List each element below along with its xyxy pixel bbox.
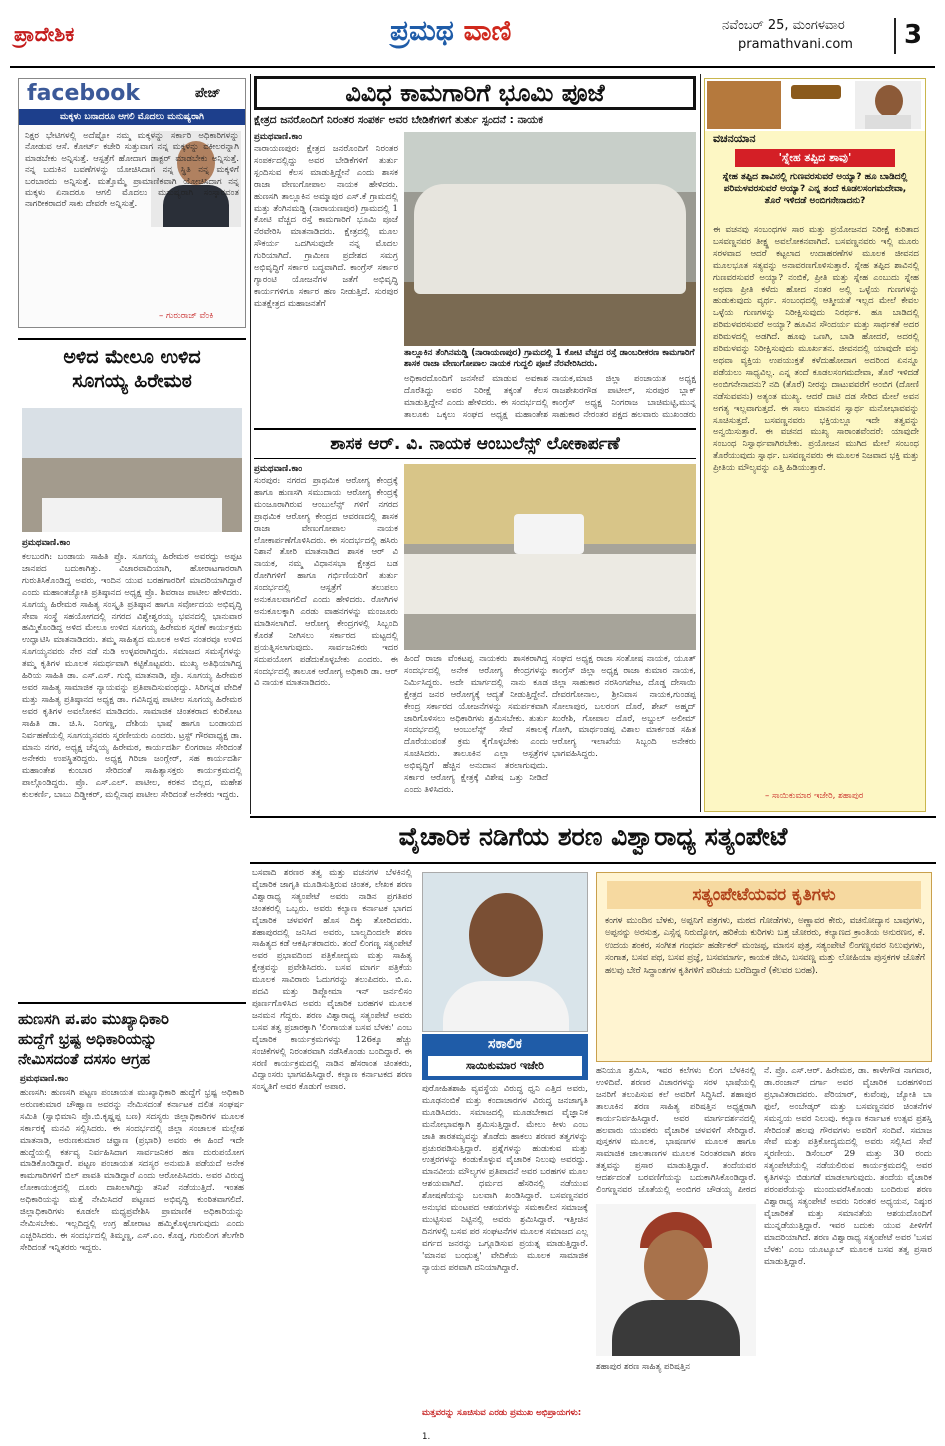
photo-sky xyxy=(404,132,696,192)
headline: ವೈಚಾರಿಕ ನಡಿಗೆಯ ಶರಣ ವಿಶ್ವಾರಾಧ್ಯ ಸತ್ಯಂಪೇಟೆ xyxy=(398,822,788,851)
portrait-head xyxy=(469,893,543,977)
rule xyxy=(254,458,696,459)
logo-word-1: ಪ್ರಮಥ xyxy=(390,14,454,47)
story-column: ಸಂಘದ ಅಧ್ಯಕ್ಷ ರಾಜಾ ಸಂತೋಷ ನಾಯಕ, ಯೂತ್ ಕಾಂಗ್ರೆಸ್ ಜಿಲ್ಲಾ ಅಧ್ಯಕ್ಷ ರಾಜಾ ಕುಮಾರ ನಾಯಕ, ಜಿಲ್ಲಾ ಸಾಹುಕಾರ ನರಸಿಂಗಪೇಟ, ದೊಡ್ಡ ದೇಸಾಯಿ ದೇವರಗೋನಾಲ, ಶ್ರೀನಿವಾಸ ನಾಯಕ,ಗುಂಡಪ್ಪ ಸೋಲಾಪುರ, ಬಲರಂಗ ದೊರೆ, ಶೇಖ್ ಅಹ್ಮದ್ ಖುರೇಶಿ, ಗೋಪಾಲ ದೊರೆ, ಅಬ್ದುಲ್ ಅಲೀಮ್ ಗೋಗಿ, ಮಾರ್ಥಂಡಪ್ಪ ವಿಶಾಲ ಮಾರ್ಕಂಡ ಸಹಿತ ಆರೋಗ್ಯ ಇಲಾಖೆಯ ಸಿಬ್ಬಂದಿ ಅನೇಕರು ಭಾಗವಹಿಸಿದ್ದರು. xyxy=(552,654,696,760)
masthead xyxy=(0,0,945,70)
columnist-photo xyxy=(855,81,921,129)
columnist-head xyxy=(875,85,903,117)
photo-caption: ತಾಲ್ಲೂಕಿನ ತೆಂಗಿನಮಡ್ಡಿ (ನಾರಾಯಣಪುರ) ಗ್ರಾಮದಲ್ಲಿ 1 ಕೋಟಿ ವೆಚ್ಚದ ರಸ್ತೆ ಡಾಂಬರೀಕರಣ ಕಾಮಗಾರಿಗೆ ಶಾಸಕ ರಾಜಾ ವೇಣುಗೋಪಾಲ ನಾಯಕ ಗುದ್ದಲಿ ಪೂಜೆ ನೆರವೇರಿಸಿದರು. xyxy=(404,348,695,369)
columnist-body xyxy=(865,115,911,129)
date-divider xyxy=(894,18,896,54)
rule xyxy=(250,816,936,818)
story-column: ನಾಯಕ,ಮಾಜಿ ಜಿಲ್ಲಾ ಪಂಚಾಯತ ಅಧ್ಯಕ್ಷ ರಾಜಶೇಖರಗೌಡ ಪಾಟೀಲ್, ಸುರಪುರ ಬ್ಲಾಕ್ ಕಾಂಗ್ರೆಸ್ ಅಧ್ಯಕ್ಷ ನಿಂಗರಾಜ ಬಾಚಿಮಟ್ಟಿ,ಮುನ್ನ ಸಾಹುಕಾರ ನೇರಂತರ ಪಕ್ಷದ ಹಲವಾರು ಮುಖಂಡರು xyxy=(552,374,696,420)
column-rule xyxy=(250,74,251,814)
headline: ವಿವಿಧ ಕಾಮಗಾರಿಗೆ ಭೂಮಿ ಪೂಜೆ xyxy=(254,76,696,110)
event-photo xyxy=(22,408,242,532)
newspaper-logo xyxy=(390,14,511,48)
feature-tail-title: ಮತ್ತವರನ್ನು ಸೂಚಿಸುವ ಎರಡು ಪ್ರಮುಖ ಅಭಿಪ್ರಾಯಗಳು: xyxy=(422,1408,582,1418)
vaicharika-feature xyxy=(250,816,936,1444)
portrait-body xyxy=(443,981,569,1032)
facebook-post: ನಿಕ್ಷರ ಭೇಟಿಗಳಲ್ಲಿ ಅದೆಷ್ಟೋ ನಮ್ಮ ಮಕ್ಕಳನ್ನು ಸರ್ಕಾರಿ ಅಧಿಕಾರಿಗಳನ್ನು ನೋಡುವ ಆಸೆ. ಕೋರ್ಟ್ ಕಚೇರಿ ಸುತ್ತುವಾಗ ನನ್ನ ಮಕ್ಕಳನ್ನು ವಕೀಲರನ್ನಾಗಿ ಮಾಡಬೇಕು ಅನ್ನಿಸುತ್ತೆ. ಆಸ್ಪತ್ರೆಗೆ ಹೋದಾಗ ಡಾಕ್ಟರ್ ಮಾಡಬೇಕು ಅನ್ನಿಸುತ್ತೆ. ನನ್ನ ಬದುಕಿನ ಬವಣೆಗಳನ್ನು ಯೋಚಿಸಿದಾಗ ನನ್ನ ಸ್ಥಿತಿ ನನ್ನ ಮಕ್ಕಳಿಗೆ ಬರಬಾರದು ಅನ್ನಿಸುತ್ತೆ. ಮತ್ತೊಮ್ಮೆ ಪ್ರಾಮಾಣಿಕವಾಗಿ ಯೋಚಿಸಿದಾಗ ನನ್ನ ಮಕ್ಕಳು ಏನಾದರೂ ಆಗಲಿ ಮೊದಲು ಮನುಷ್ಯರಾಗಿ ಸಂಸ್ಕಾರವಂತ ನಾಗರೀಕರಾದರೆ ಸಾಕು ದೇವರೇ ಅನ್ನಿಸುತ್ತೆ. xyxy=(25,131,239,210)
melu-story xyxy=(18,338,246,998)
feature-portrait xyxy=(422,872,588,1032)
photo-table xyxy=(42,498,222,532)
photo-crowd xyxy=(414,184,686,294)
feature-column: ಹನಿಯೂ ಶ್ರಮಿಸಿ, ಇವರ ಕಲೆಗಳು ಲಿಂಗ ಬೆಳಕಿನಲ್ಲಿ ಉಳಿದಿವೆ. ಶರಣರ ವಿಚಾರಗಳನ್ನು ಸರಳ ಭಾಷೆಯಲ್ಲಿ ಜನರಿಗೆ ತಲುಪಿಸುವ ಕಲೆ ಅವರಿಗೆ ಸಿದ್ಧಿಸಿದೆ. ಶಹಾಪುರ ತಾಲೂಕಿನ ಶರಣ ಸಾಹಿತ್ಯ ಪರಿಷತ್ತಿನ ಅಧ್ಯಕ್ಷರಾಗಿ ಕಾರ್ಯನಿರ್ವಹಿಸಿದ್ದಾರೆ. ಅವರ ಮಾರ್ಗದರ್ಶನದಲ್ಲಿ ಹಲವಾರು ಯುವಕರು ವೈಚಾರಿಕ ಚಳವಳಿಗೆ ಸೇರಿದ್ದಾರೆ. ಪುಸ್ತಕಗಳ ಮೂಲಕ, ಭಾಷಣಗಳ ಮೂಲಕ ಹಾಗೂ ಸಾಮಾಜಿಕ ಜಾಲತಾಣಗಳ ಮೂಲಕ ನಿರಂತರವಾಗಿ ಶರಣ ತತ್ವವನ್ನು ಪ್ರಸಾರ ಮಾಡುತ್ತಿದ್ದಾರೆ. ತಂದೆಯವರ ಆದರ್ಶದಂತೆ ಬರವಣಿಗೆಯನ್ನು ಬದುಕಾಗಿಸಿಕೊಂಡಿದ್ದಾರೆ. ಲಿಂಗಣ್ಣನವರ ಜೊತೆಯಲ್ಲಿ ಅಂಬಿಗರ ಚೌಡಯ್ಯ ಪೀಠದ xyxy=(596,1066,756,1196)
facebook-signature: – ಗುರುರಾಜ್ ವೆಂಕಿ xyxy=(159,311,214,321)
story-body: ಹುಣಸಗಿ: ಹುಣಸಗಿ ಪಟ್ಟಣ ಪಂಚಾಯತ ಮುಖ್ಯಾಧಿಕಾರಿ ಹುದ್ದೆಗೆ ಭ್ರಷ್ಟ ಅಧಿಕಾರಿ ಅರುಣಕುಮಾರ ಚೌಹ್ವಾಣ ಅವರನ್ನು ನೇಮಿಸದಂತೆ ಕರ್ನಾಟಕ ದಲಿತ ಸಂಘರ್ಷ ಸಮಿತಿ (ಸ್ವಾಭಿಮಾನಿ ಪ್ರೊ.ಬಿ.ಕೃಷ್ಣಪ್ಪ ಬಣ) ಸದಸ್ಯರು ಜಿಲ್ಲಾಧಿಕಾರಿಗಳ ಮೂಲಕ ಸರ್ಕಾರಕ್ಕೆ ಮನವಿ ಸಲ್ಲಿಸಿದರು. ಈ ಸಂದರ್ಭದಲ್ಲಿ ಜಿಲ್ಲಾ ಸಂಚಾಲಕ ಮಲ್ಲೇಶ ಮಾತನಾಡಿ, ಅರುಣಕುಮಾರ ಚವ್ಹಾಣ (ಪ್ರಭಾರಿ) ಅವರು ಈ ಹಿಂದೆ ಇದೇ ಹುದ್ದೆಯಲ್ಲಿ ಕರ್ತವ್ಯ ನಿರ್ವಹಿಸಿದಾಗ ಸಾರ್ವಜನಿಕರ ಹಣ ದುರುಪಯೋಗ ಮಾಡಿಕೊಂಡಿದ್ದಾರೆ. ಪಟ್ಟಣ ಪಂಚಾಯತ ಸದಸ್ಯರ ಅನುಮತಿ ಪಡೆಯದೆ ಅನೇಕ ಕಾಮಗಾರಿಗಳಿಗೆ ಬಿಲ್ ಪಾವತಿ ಮಾಡಿದ್ದಾರೆ ಎಂದು ಆರೋಪಿಸಿದರು. ಅವರ ವಿರುದ್ಧ ಲೋಕಾಯುಕ್ತದಲ್ಲಿ ದೂರು ದಾಖಲಾಗಿದ್ದು ತನಿಖೆ ನಡೆಯುತ್ತಿದೆ. ಇಂತಹ ಅಧಿಕಾರಿಯನ್ನು ಮತ್ತೆ ನೇಮಿಸಿದರೆ ಪಟ್ಟಣದ ಅಭಿವೃದ್ಧಿ ಕುಂಠಿತವಾಗಲಿದೆ. ಜಿಲ್ಲಾಧಿಕಾರಿಗಳು ಕೂಡಲೇ ಮಧ್ಯಪ್ರವೇಶಿಸಿ ಪ್ರಾಮಾಣಿಕ ಅಧಿಕಾರಿಯನ್ನು ನೇಮಿಸಬೇಕು. ಇಲ್ಲದಿದ್ದಲ್ಲಿ ಉಗ್ರ ಹೋರಾಟ ಹಮ್ಮಿಕೊಳ್ಳಲಾಗುವುದು ಎಂದು ಎಚ್ಚರಿಸಿದರು. ಈ ಸಂದರ್ಭದಲ್ಲಿ ತಿಮ್ಮಣ್ಣ, ಎಸ್.ಎಂ. ಕೊಡ್ಡ, ಗುರುಲಿಂಗ ತೆಲಗೇರಿ ಸೇರಿದಂತೆ ಇನ್ನಿತರರು ಇದ್ದರು. xyxy=(20,1088,244,1253)
kruti-box xyxy=(596,872,932,1062)
bhoomi-pooja-story xyxy=(254,74,696,424)
feature-tail-number: 1. xyxy=(422,1432,431,1442)
rule xyxy=(18,1002,246,1004)
feature-column: ನೆ. ಪ್ರೊ. ಎಸ್.ಆರ್. ಹಿರೇಮಠ, ಡಾ. ಕಾಳೇಗೌಡ ನಾಗವಾರ, ಡಾ.ರಂಜಾನ್ ದರ್ಗಾ ಅವರ ವೈಚಾರಿಕ ಬರಹಗಳಿಂದ ಪ್ರಭಾವಿತರಾದವರು. ಪೆರಿಯಾರ್, ಕುವೆಂಪು, ಜ್ಯೋತಿ ಬಾ ಫುಲೆ, ಅಂಬೇಡ್ಕರ್ ಮತ್ತು ಬಸವಣ್ಣನವರ ಚಿಂತನೆಗಳ ಸಮನ್ವಯ ಅವರ ನಿಲುವು. ಕಲ್ಯಾಣ ಕರ್ನಾಟಕ ಉತ್ಸವ ಪ್ರಶಸ್ತಿ ಸೇರಿದಂತೆ ಹಲವು ಗೌರವಗಳು ಅವರಿಗೆ ಸಂದಿವೆ. ಸಮಾಜ ಸೇವೆ ಮತ್ತು ಪತ್ರಿಕೋದ್ಯಮದಲ್ಲಿ ಅವರು ಸಲ್ಲಿಸಿದ ಸೇವೆ ಸ್ಮರಣೀಯ. ಡಿಸೆಂಬರ್ 29 ಮತ್ತು 30 ರಂದು ಸತ್ಯಂಪೇಟೆಯಲ್ಲಿ ನಡೆಯಲಿರುವ ಕಾರ್ಯಕ್ರಮದಲ್ಲಿ ಅವರ ಕೃತಿಗಳನ್ನು ಬಿಡುಗಡೆ ಮಾಡಲಾಗುವುದು. ತಂದೆಯ ವೈಚಾರಿಕ ಪರಂಪರೆಯನ್ನು ಮುಂದುವರೆಸಿಕೊಂಡು ಬಂದಿರುವ ಶರಣ ವಿಶ್ವಾರಾಧ್ಯ ಸತ್ಯಂಪೇಟೆ ಅವರು ನಿರಂತರ ಅಧ್ಯಯನ, ನಿಷ್ಠುರ ವೈಚಾರಿಕತೆ ಮತ್ತು ಸಮಾನತೆಯ ಆಶಯದೊಂದಿಗೆ ಮುನ್ನಡೆಯುತ್ತಿದ್ದಾರೆ. ಇವರ ಬದುಕು ಯುವ ಪೀಳಿಗೆಗೆ ಮಾದರಿಯಾಗಿದೆ. ಶರಣ ವಿಶ್ವಾರಾಧ್ಯ ಸತ್ಯಂಪೇಟೆ ಅವರ 'ಬಸವ ಬೆಳಕು' ಎಂಬ ಯೂಟ್ಯೂಬ್ ಮೂಲಕ ಬಸವ ತತ್ವ ಪ್ರಸಾರ ಮಾಡುತ್ತಿದ್ದಾರೆ. xyxy=(764,1066,932,1267)
feature-column: ಪುರೋಹಿತಶಾಹಿ ವ್ಯವಸ್ಥೆಯ ವಿರುದ್ಧ ಧ್ವನಿ ಎತ್ತಿದ ಅವರು, ಮೂಢನಂಬಿಕೆ ಮತ್ತು ಕಂದಾಚಾರಗಳ ವಿರುದ್ಧ ಜನಜಾಗೃತಿ ಮೂಡಿಸಿದರು. ಸಮಾಜದಲ್ಲಿ ಮೂಡಬೇಕಾದ ವೈಜ್ಞಾನಿಕ ಮನೋಭಾವಕ್ಕಾಗಿ ಶ್ರಮಿಸುತ್ತಿದ್ದಾರೆ. ಮೇಲು ಕೀಳು ಎಂಬ ಜಾತಿ ತಾರತಮ್ಯವನ್ನು ತೊಡೆದು ಹಾಕಲು ಶರಣರ ತತ್ವಗಳನ್ನು ಪ್ರಚುರಪಡಿಸುತ್ತಿದ್ದಾರೆ. ಪ್ರಶ್ನೆಗಳನ್ನು ಹುಡುಕುವ ಮತ್ತು ಉತ್ತರಗಳನ್ನು ಕಂಡುಕೊಳ್ಳುವ ವೈಚಾರಿಕ ನಿಲುವು ಅವರದ್ದು. ಮಾನವೀಯ ಮೌಲ್ಯಗಳ ಪ್ರತಿಪಾದನೆ ಅವರ ಬರಹಗಳ ಮೂಲ ಆಶಯವಾಗಿದೆ. ಧರ್ಮದ ಹೆಸರಿನಲ್ಲಿ ನಡೆಯುವ ಶೋಷಣೆಯನ್ನು ಬಲವಾಗಿ ಖಂಡಿಸಿದ್ದಾರೆ. ಬಸವಣ್ಣನವರ ಅನುಭವ ಮಂಟಪದ ಆಶಯಗಳನ್ನು ಸಮಕಾಲೀನ ಸಮಾಜಕ್ಕೆ ಮುಟ್ಟಿಸುವ ನಿಟ್ಟಿನಲ್ಲಿ ಅವರು ಶ್ರಮಿಸಿದ್ದಾರೆ. ಇತ್ತೀಚಿನ ದಿನಗಳಲ್ಲಿ ಬಸವ ಪರ ಸಂಘಟನೆಗಳ ಮೂಲಕ ಸಮಾಜದ ಎಲ್ಲ ವರ್ಗದ ಜನರನ್ನು ಒಗ್ಗೂಡಿಸುವ ಪ್ರಯತ್ನ ಮಾಡುತ್ತಿದ್ದಾರೆ. 'ಮಾನವ ಬಂಧುತ್ವ' ವೇದಿಕೆಯ ಮೂಲಕ ಸಾಮಾಜಿಕ ನ್ಯಾಯದ ಪರವಾಗಿ ದನಿಯಾಗಿದ್ದಾರೆ. xyxy=(422,1084,588,1273)
logo-word-2: ವಾಣಿ xyxy=(463,14,512,47)
byline: ಪ್ರಮಥವಾಣಿ.ಕಾಂ xyxy=(22,538,71,548)
facebook-header xyxy=(19,79,245,109)
sakalika-author: ಸಾಯಿಕುಮಾರ ಇಜೇರಿ xyxy=(428,1056,582,1076)
portrait-coat xyxy=(612,1300,740,1356)
facebook-page-tag: ಪೇಜ್ xyxy=(195,86,221,101)
vachana-banner: ವಚನಯಾನ xyxy=(713,132,756,145)
photo-crowd xyxy=(404,554,696,614)
vachana-sign xyxy=(791,85,841,99)
vachana-verse: ಸ್ನೇಹ ತಪ್ಪಿದ ಶಾವಿನಲ್ಲಿ ಗುಣವರಸುವರೆ ಅಯ್ಯಾ? ಹೂ ಬಾಡಿದಲ್ಲಿ ಪರಿಮಳವರಸುವರೆ ಅಯ್ಯಾ? ಎನ್ನ ತಂದೆ ಕೂಡಲಸಂಗಮದೇವಾ, ತೊರೆ ಇಳಿದಡೆ ಅಂಬಿಗನೇನಾದನು? xyxy=(722,172,908,206)
section-label: ಪ್ರಾದೇಶಿಕ xyxy=(14,22,75,46)
ambulance-story xyxy=(254,428,696,812)
story-photo xyxy=(404,132,696,346)
facebook-box xyxy=(18,78,246,328)
headline-line: ಹುಣಸಗಿ ಪ.ಪಂ ಮುಖ್ಯಾಧಿಕಾರಿ xyxy=(18,1010,169,1028)
masthead-rule xyxy=(10,66,935,68)
rule xyxy=(254,428,696,430)
feature-column: ಶಹಾಪುರ ಶರಣ ಸಾಹಿತ್ಯ ಪರಿಷತ್ತಿನ xyxy=(596,1362,690,1372)
feature-column: ಬಸವಾದಿ ಶರಣರ ತತ್ವ ಮತ್ತು ವಚನಗಳ ಬೆಳಕಿನಲ್ಲಿ ವೈಚಾರಿಕ ಜಾಗೃತಿ ಮೂಡಿಸುತ್ತಿರುವ ಚಿಂತಕ, ಲೇಖಕ ಶರಣ ವಿಶ್ವಾರಾಧ್ಯ ಸತ್ಯಂಪೇಟೆ ಅವರು ನಾಡಿನ ಪ್ರಗತಿಪರ ಚಿಂತಕರಲ್ಲಿ ಒಬ್ಬರು. ಅವರು ಕಲ್ಯಾಣ ಕರ್ನಾಟಕ ಭಾಗದ ವೈಚಾರಿಕ ಚಳವಳಿಗೆ ಹೊಸ ದಿಕ್ಕು ತೋರಿದವರು. ಶಹಾಪುರದಲ್ಲಿ ಜನಿಸಿದ ಅವರು, ಬಾಲ್ಯದಿಂದಲೇ ಶರಣ ಸಾಹಿತ್ಯದ ಕಡೆ ಆಕರ್ಷಿತರಾದರು. ತಂದೆ ಲಿಂಗಣ್ಣ ಸತ್ಯಂಪೇಟೆ ಅವರ ಪ್ರಭಾವದಿಂದ ಪತ್ರಿಕೋದ್ಯಮ ಮತ್ತು ಸಾಹಿತ್ಯ ಕ್ಷೇತ್ರವನ್ನು ಪ್ರವೇಶಿಸಿದರು. ಬಸವ ಮಾರ್ಗ ಪತ್ರಿಕೆಯ ಮೂಲಕ ಸಾವಿರಾರು ಓದುಗರನ್ನು ತಲುಪಿದರು. ಬಿ.ಎ. ಪದವಿ ಮತ್ತು ಡಿಪ್ಲೋಮಾ ಇನ್ ಜರ್ನಲಿಸಂ ಪೂರ್ಣಗೊಳಿಸಿದ ಅವರು ವೈಚಾರಿಕ ಬರಹಗಳ ಮೂಲಕ ಜನಮನ ಗೆದ್ದರು. ಶರಣ ವಿಶ್ವಾರಾಧ್ಯ ಸತ್ಯಂಪೇಟೆ ಅವರು ಬಸವ ತತ್ವ ಪ್ರಚಾರಕ್ಕಾಗಿ 'ಲಿಂಗಾಯತ ಬಸವ ಬೆಳಕು' ಎಂಬ ವೈಚಾರಿಕ ಕಾರ್ಯಕ್ರಮಗಳನ್ನು 126ಕ್ಕೂ ಹೆಚ್ಚು ಸಂಚಿಕೆಗಳಲ್ಲಿ ನಿರಂತರವಾಗಿ ನಡೆಸಿಕೊಂಡು ಬಂದಿದ್ದಾರೆ. ಈ ಸರಣಿ ಕಾರ್ಯಕ್ರಮದಲ್ಲಿ ನಾಡಿನ ಹೆಸರಾಂತ ಚಿಂತಕರು, ವಿದ್ವಾಂಸರು ಭಾಗವಹಿಸಿದ್ದಾರೆ. ಕಲ್ಯಾಣ ಕರ್ನಾಟಕದ ಶರಣ ಸಂಸ್ಕೃತಿಗೆ ಅವರ ಕೊಡುಗೆ ಅಪಾರ. xyxy=(252,868,412,1093)
portrait-face xyxy=(644,1230,708,1302)
sakalika-label: ಸಕಾಲಿಕ xyxy=(488,1036,522,1052)
author-portrait xyxy=(596,1204,756,1356)
story-column: ಹಿಂದೆ ರಾಜಾ ವೆಂಕಟಪ್ಪ ನಾಯಕರು ಶಾಸಕರಾಗಿದ್ದ ಸಂದರ್ಭದಲ್ಲಿ ಅನೇಕ ಆರೋಗ್ಯ ಕೇಂದ್ರಗಳನ್ನು ನಿರ್ಮಿಸಿದ್ದರು. ಅದೇ ಮಾರ್ಗದಲ್ಲಿ ನಾನು ಕೂಡ ಕ್ಷೇತ್ರದ ಜನರ ಆರೋಗ್ಯಕ್ಕೆ ಆದ್ಯತೆ ನೀಡುತ್ತಿದ್ದೇನೆ. ಕೇಂದ್ರ ಸರ್ಕಾರದ ಯೋಜನೆಗಳನ್ನು ಸಮರ್ಪಕವಾಗಿ ಜಾರಿಗೊಳಿಸಲು ಅಧಿಕಾರಿಗಳು ಶ್ರಮಿಸಬೇಕು. ತುರ್ತು ಸಂದರ್ಭದಲ್ಲಿ ಆಂಬುಲೆನ್ಸ್ ಸೇವೆ ಸಕಾಲಕ್ಕೆ ದೊರೆಯುವಂತೆ ಕ್ರಮ ಕೈಗೊಳ್ಳಬೇಕು ಎಂದು ಸೂಚಿಸಿದರು. ತಾಲೂಕಿನ ಎಲ್ಲಾ ಆಸ್ಪತ್ರೆಗಳ ಅಭಿವೃದ್ಧಿಗೆ ಹೆಚ್ಚಿನ ಅನುದಾನ ತರಲಾಗುವುದು. ಸರ್ಕಾರ ಆರೋಗ್ಯ ಕ್ಷೇತ್ರಕ್ಕೆ ವಿಶೇಷ ಒತ್ತು ನೀಡಿದೆ ಎಂದು ತಿಳಿಸಿದರು. xyxy=(404,654,548,795)
website: pramathvani.com xyxy=(738,37,853,52)
page-number: 3 xyxy=(904,20,923,50)
byline: ಪ್ರಮಥವಾಣಿ.ಕಾಂ xyxy=(254,464,303,474)
vachana-box xyxy=(704,78,926,812)
facebook-subtitle: ಮಕ್ಕಳು ಬನಾದರೂ ಆಗಲಿ ಮೊದಲು ಮನುಷ್ಯರಾಗಿ xyxy=(19,109,245,125)
photo-backdrop xyxy=(22,408,242,458)
vachana-body: ಈ ವಚನವು ಸಂಬಂಧಗಳ ಸಾರ ಮತ್ತು ಪ್ರಯೋಜನದ ನಿರೀಕ್ಷೆ ಕುರಿತಾದ ಬಸವಣ್ಣನವರ ತೀಕ್ಷ್ಣ ಅವಲೋಕನವಾಗಿದೆ. ಬಸವಣ್ಣನವರು ಇಲ್ಲಿ ಮೂರು ಸರಳವಾದ ಆದರೆ ಕಟ್ಟಲಾದ ಉದಾಹರಣೆಗಳ ಮೂಲಕ ಜೀವನದ ಮೂಲಭೂತ ಸತ್ಯವನ್ನು ಅನಾವರಣಗೊಳಿಸುತ್ತಾರೆ. ಸ್ನೇಹ ತಪ್ಪಿದ ಶಾವಿನಲ್ಲಿ ಗುಣವರಸುವರೆ ಅಯ್ಯಾ? ನಂಬಿಕೆ, ಪ್ರೀತಿ ಮತ್ತು ಸ್ನೇಹ ಎಂಬುದು ಸ್ನೇಹ ಅಥವಾ ಪ್ರೀತಿ ಕಳೆದು ಹೋದ ನಂತರ ಅಲ್ಲಿ ಒಳ್ಳೆಯ ಗುಣಗಳನ್ನು ಹುಡುಕುವುದು ವ್ಯರ್ಥ. ಸಂಬಂಧದಲ್ಲಿ ಆತ್ಮೀಯತೆ ಇಲ್ಲದ ಮೇಲೆ ಕೇವಲ ಒಳ್ಳೆಯ ಗುಣಗಳನ್ನು ನಿರೀಕ್ಷಿಸುವುದು ನಿರರ್ಥಕ. ಹೂ ಬಾಡಿದಲ್ಲಿ ಪರಿಮಳವರಸುವರೆ ಅಯ್ಯಾ? ಹೂವಿನ ಸೌಂದರ್ಯ ಮತ್ತು ಸಾರ್ಥಕತೆ ಅದರ ಪರಿಮಳದಲ್ಲಿ ಅಡಗಿದೆ. ಹೂವು ಒಣಗಿ, ಬಾಡಿ ಹೋದರೆ, ಅದರಲ್ಲಿ ಪರಿಮಳವನ್ನು ನಿರೀಕ್ಷಿಸುವುದು ಮೂರ್ಖತನ. ಜೀವನದಲ್ಲಿ ಯಾವುದೇ ವಸ್ತು ಅಥವಾ ವ್ಯಕ್ತಿಯ ಉಪಯುಕ್ತತೆ ಕಳೆದುಹೋದಾಗ ಅದರಿಂದ ಏನನ್ನೂ ಪಡೆಯಲು ಸಾಧ್ಯವಿಲ್ಲ. ಎನ್ನ ತಂದೆ ಕೂಡಲಸಂಗಮದೇವಾ, ತೊರೆ ಇಳಿದಡೆ ಅಂಬಿಗನೇನಾದನು? ನದಿ (ತೊರೆ) ನೀರನ್ನು ದಾಟುವವರೆಗೆ ಅಂಬಿಗ (ದೋಣಿ ನಡೆಸುವವನು) ಅತ್ಯಂತ ಮುಖ್ಯ. ಆದರೆ ದಾಟಿ ದಡ ಸೇರಿದ ಮೇಲೆ ಅವನ ಅಗತ್ಯ ಇಲ್ಲವಾಗುತ್ತದೆ. ಈ ಸಾಲು ಮಾನವನ ಸ್ವಾರ್ಥ ಮನೋಭಾವವನ್ನು ಸೂಚಿಸುತ್ತದೆ. ಬಸವಣ್ಣನವರು ಭಕ್ತಿಯಲ್ಲೂ ಇದೇ ತತ್ವವನ್ನು ಅನ್ವಯಿಸುತ್ತಾರೆ. ಈ ವಚನದ ಮುಖ್ಯ ಸಾರಾಂಶವೆಂದರೆ: ಯಾವುದೇ ಸಂಬಂಧ ನಿಸ್ವಾರ್ಥವಾಗಿರಬೇಕು. ಪ್ರಯೋಜನ ಮುಗಿದ ಮೇಲೆ ಸಂಬಂಧ ತೊರೆಯುವುದು ಸ್ವಾರ್ಥ. ಬಸವಣ್ಣನವರು ಈ ಮೂಲಕ ನಿಜವಾದ ಭಕ್ತಿ ಮತ್ತು ಪ್ರೀತಿಯ ಮೌಲ್ಯವನ್ನು ಎತ್ತಿ ಹಿಡಿಯುತ್ತಾರೆ. xyxy=(713,225,919,474)
vachana-header xyxy=(705,79,925,131)
vachana-signature: – ಸಾಯಿಕುಮಾರ ಇಜೇರಿ, ಶಹಾಪುರ xyxy=(765,791,864,801)
kruti-list: ಕಂಗಳ ಮುಂದಿನ ಬೆಳಕು, ಅಪ್ಪನಿಗೆ ಪತ್ರಗಳು, ಮಠದ ಗೋಡೆಗಳು, ಅಣ್ಣಾವರ ಕೇರು, ವಚನೋದ್ಯಾನ ಬಾವುಗಳು, ಅಪ್ಪನನ್ನು ಅರಸುತ್ತ, ಎಸ್ಸೆನ್ನ ನಿರುದ್ಯೋಗ, ಹರಿಕೆಯ ಕುರಿಗಳು ಬತ್ತ ಚೋರರು, ಕಲ್ಯಾಣದ ಕ್ರಾಂತಿಯ ಅನುರಣನ, ಕೆ. ಉದಯ ಶಂಕರ, ಸಂಗೀತ ಗಂಧರ್ವ ಹರ್ಡೇಕರ್ ಮಂಜಪ್ಪ, ಮಾನಸ ಪುತ್ರ, ಸತ್ಯಂಪೇಟೆ ಲಿಂಗಣ್ಣನವರ ನಿಲುವುಗಳು, ಸಂಗಾತ, ಬಸವ ಪಥ, ಬಸವ ಪ್ರಜ್ಞೆ, ಬಸವಮಾರ್ಗ, ಕಾಯಕ ಜೀವಿ, ಬಸವಣ್ಣ ಮತ್ತು ಲೋಹಿಯಾ ಪುಸ್ತಕಗಳ ಜೊತೆಗೆ ಹಲವು ಬೇರೆ ಸಿದ್ಧಾಂತಗಳ ಕೃತಿಗಳಿಗೆ ಪರಿಚಯ ಬರೆದಿದ್ದಾರೆ (ಕೆಲವರ ಬರಹ). xyxy=(605,916,925,976)
subhead: ಕ್ಷೇತ್ರದ ಜನರೊಂದಿಗೆ ನಿರಂತರ ಸಂಪರ್ಕ ಅವರ ಬೇಡಿಕೆಗಳಿಗೆ ತುರ್ತು ಸ್ಪಂದನೆ : ನಾಯಕ xyxy=(254,114,544,126)
column-rule xyxy=(700,74,701,812)
issue-date: ನವೆಂಬರ್ 25, ಮಂಗಳವಾರ xyxy=(722,18,845,33)
headline: ಶಾಸಕ ಆರ್. ವಿ. ನಾಯಕ ಆಂಬುಲೆನ್ಸ್ ಲೋಕಾರ್ಪಣೆ xyxy=(330,434,620,454)
story-body: ಕಲಬುರಗಿ: ಬಂಡಾಯ ಸಾಹಿತಿ ಪ್ರೊ. ಸೂಗಯ್ಯ ಹಿರೇಮಠ ಅವರದ್ದು ಅಪ್ಪಟ ಜಾನಪದ ಬದುಕಾಗಿತ್ತು. ವಿಚಾರವಾದಿಯಾಗಿ, ಹೋರಾಟಗಾರರಾಗಿ ಗುರುತಿಸಿಕೊಂಡಿದ್ದ ಅವರು, ಇಂದಿನ ಯುವ ಬರಹಗಾರರಿಗೆ ಮಾದರಿಯಾಗಿದ್ದಾರೆ ಎಂದು ಮಹಾಂತಜ್ಯೋತಿ ಪ್ರತಿಷ್ಠಾನದ ಅಧ್ಯಕ್ಷ ಪ್ರೊ. ಶಿವರಾಜ ಪಾಟೀಲ ಹೇಳಿದರು. ಸೂಗಯ್ಯ ಹಿರೇಮಠ ಸಾಹಿತ್ಯ ಸಂಸ್ಕೃತಿ ಪ್ರತಿಷ್ಠಾನ ಹಾಗೂ ಸರ್ವೋದಯ ಅಭಿವೃದ್ಧಿ ಸೇವಾ ಸಂಸ್ಥೆ ಸಹಯೋಗದಲ್ಲಿ ನಗರದ ವಿಶ್ವೇಶ್ವರಯ್ಯ ಭವನದಲ್ಲಿ ಭಾನುವಾರ ಹಮ್ಮಿಕೊಂಡಿದ್ದ ಅಳಿದ ಮೇಲೂ ಉಳಿದ ಸೂಗಯ್ಯ ಹಿರೇಮಠ ಸ್ಮರಣೆ ಕಾರ್ಯಕ್ರಮ ಉದ್ಘಾಟಿಸಿ ಮಾತನಾಡಿದರು. ತಮ್ಮ ಸಾಹಿತ್ಯದ ಮೂಲಕ ಅಳಿದ ನಂತರವೂ ಉಳಿದ ಸೂಗಯ್ಯನವರು ನೇರ ನಡೆ ನುಡಿ ಉಳ್ಳವರಾಗಿದ್ದರು. ಸಮಾಜದ ಸಮಸ್ಯೆಗಳನ್ನು ತಮ್ಮ ಕೃತಿಗಳ ಮೂಲಕ ಸಮರ್ಥವಾಗಿ ಕಟ್ಟಿಕೊಟ್ಟವರು. ಮುಖ್ಯ ಅತಿಥಿಯಾಗಿದ್ದ ಹಿರಿಯ ಸಾಹಿತಿ ಡಾ. ಎಸ್.ಎಸ್. ಗುಬ್ಬಿ ಮಾತನಾಡಿ, ಪ್ರೊ. ಸೂಗಯ್ಯ ಹಿರೇಮಠ ಅವರ ಸಾಹಿತ್ಯ ಸಾಮಾಜಿಕ ನ್ಯಾಯವನ್ನು ಪ್ರತಿಪಾದಿಸುವಂಥದ್ದು. ಸಿರಿಗನ್ನಡ ವೇದಿಕೆ ಮತ್ತು ಸಾಹಿತ್ಯ ಪ್ರತಿಷ್ಠಾನದ ಅಧ್ಯಕ್ಷ ಡಾ. ಗವಿಸಿದ್ದಪ್ಪ ಪಾಟೀಲ ಸೂಗಯ್ಯ ಹಿರೇಮಠ ಅವರ ಕೃತಿಗಳ ಅವಲೋಕನ ಮಾಡಿದರು. ಸಾಮಾಜಿಕ ಚಿಂತಕರಾದ ಕುರಿಕೋಟ ಸಾಹಿತಿ ಡಾ. ಚಿ.ಸಿ. ನಿಂಗಣ್ಣ, ದೇಶಿಯ ಭಾಷೆ ಹಾಗೂ ಬಂಡಾಯದ ನಿರ್ವಹಣೆಯಲ್ಲಿ ಸೂಗಯ್ಯನವರು ಸ್ಮರಣೀಯರು ಎಂದರು. ಟ್ರಸ್ಟ್ ಗೌರವಾಧ್ಯಕ್ಷ ಡಾ. ಮಾನು ನಗರ, ಅಧ್ಯಕ್ಷ ಚೆನ್ನಯ್ಯ ಹಿರೇಮಠ, ಕಾರ್ಯದರ್ಶಿ ಲಿಂಗರಾಜ ಸೇರಿದಂತೆ ಅನೇಕರು ಉಪಸ್ಥಿತರಿದ್ದರು. ಅಧ್ಯಕ್ಷ ಗಿರಿಜಾ ಜಂಗ್ಲೇರ್, ಸಹ ಕಾರ್ಯದರ್ಶಿ ಮಹಾಂತೇಶ ಕುಂಬಾರ ಸೇರಿದಂತೆ ಸಾಹಿತ್ಯಾಸಕ್ತರು ಕಾರ್ಯಕ್ರಮದಲ್ಲಿ ಪಾಲ್ಗೊಂಡಿದ್ದರು. ಪ್ರೊ. ಎಸ್.ಎಲ್. ಪಾಟೀಲ, ಕರಕನ ಬಿಲ್ಲದ, ಮಹೇಶ ಕುಲಕರ್ಣಿ, ಬಾಬು ದಿಡ್ಡೀಕರ್, ಮಲ್ಲಿನಾಥ ಪಾಟೀಲ ಸೇರಿದಂತೆ ಅನೇಕರು ಇದ್ದರು. xyxy=(22,552,242,801)
headline-line: ಅಳಿದ ಮೇಲೂ ಉಳಿದ xyxy=(63,346,201,368)
headline-line: ನೇಮಿಸದಂತೆ ದಸಸಂ ಆಗ್ರಹ xyxy=(18,1050,151,1068)
vachana-title: 'ಸ್ನೇಹ ತಪ್ಪಿದ ಶಾವು' xyxy=(735,149,895,167)
sakalika-box xyxy=(422,1034,588,1080)
rule xyxy=(250,862,936,864)
hunasagi-story xyxy=(18,1002,246,1442)
facebook-logo: facebook xyxy=(27,81,140,106)
story-column: ಸುರಪುರ: ನಗರದ ಪ್ರಾಥಮಿಕ ಆರೋಗ್ಯ ಕೇಂದ್ರಕ್ಕೆ ಹಾಗೂ ಹುಣಸಗಿ ಸಮುದಾಯ ಆರೋಗ್ಯ ಕೇಂದ್ರಕ್ಕೆ ಮಂಜೂರಾಗಿರುವ ಆಂಬುಲೆನ್ಸ್ ಗಳಿಗೆ ನಗರದ ಪ್ರಾಥಮಿಕ ಆರೋಗ್ಯ ಕೇಂದ್ರದ ಆವರಣದಲ್ಲಿ ಶಾಸಕ ರಾಜಾ ವೇಣುಗೋಪಾಲ ನಾಯಕ ಲೋಕಾರ್ಪಣೆಗೊಳಿಸಿದರು. ಈ ಸಂದರ್ಭದಲ್ಲಿ ಹಸಿರು ನಿಶಾನೆ ತೋರಿ ಮಾತನಾಡಿದ ಶಾಸಕ ಆರ್ ವಿ ನಾಯಕ, ನಮ್ಮ ವಿಧಾನಸಭಾ ಕ್ಷೇತ್ರದ ಬಡ ರೋಗಿಗಳಿಗೆ ಹಾಗೂ ಗರ್ಭಿಣಿಯರಿಗೆ ತುರ್ತು ಸಂದರ್ಭದಲ್ಲಿ ಆಸ್ಪತ್ರೆಗೆ ತಲುಪಲು ಅನುಕೂಲವಾಗಲಿದೆ ಎಂದು ಹೇಳಿದರು. ರೋಗಿಗಳ ಅನುಕೂಲಕ್ಕಾಗಿ ಎರಡು ವಾಹನಗಳನ್ನು ಮಂಜೂರು ಮಾಡಿಸಲಾಗಿದೆ. ಆರೋಗ್ಯ ಕೇಂದ್ರಗಳಲ್ಲಿ ಸಿಬ್ಬಂದಿ ಕೊರತೆ ನೀಗಿಸಲು ಸರ್ಕಾರದ ಮಟ್ಟದಲ್ಲಿ ಪ್ರಯತ್ನಿಸಲಾಗುವುದು. ಸಾರ್ವಜನಿಕರು ಇದರ ಸದುಪಯೋಗ ಪಡೆದುಕೊಳ್ಳಬೇಕು ಎಂದರು. ಈ ಸಂದರ್ಭದಲ್ಲಿ ತಾಲೂಕ ಆರೋಗ್ಯ ಅಧಿಕಾರಿ ಡಾ. ಆರ್ ವಿ ನಾಯಕ ಮಾತನಾಡಿದರು. xyxy=(254,476,398,689)
headline-line: ಸೂಗಯ್ಯ ಹಿರೇಮಠ xyxy=(72,370,192,392)
byline: ಪ್ರಮಥವಾಣಿ.ಕಾಂ xyxy=(254,132,303,142)
story-column: ನಾರಾಯಣಪುರ: ಕ್ಷೇತ್ರದ ಜನರೊಂದಿಗೆ ನಿರಂತರ ಸಂಪರ್ಕದಲ್ಲಿದ್ದು ಅವರ ಬೇಡಿಕೆಗಳಿಗೆ ತುರ್ತು ಸ್ಪಂದಿಸುವ ಕೆಲಸ ಮಾಡುತ್ತಿದ್ದೇನೆ ಎಂದು ಶಾಸಕ ರಾಜಾ ವೇಣುಗೋಪಾಲ ನಾಯಕ ಹೇಳಿದರು. ಹುಣಸಗಿ ತಾಲ್ಲೂಕಿನ ಅಮ್ಮಾಪುರ ಎಸ್.ಕೆ ಗ್ರಾಮದಲ್ಲಿ ಮತ್ತು ತೆಂಗಿನಮಡ್ಡಿ (ನಾರಾಯಣಪುರ) ಗ್ರಾಮದಲ್ಲಿ 1 ಕೋಟಿ ವೆಚ್ಚದ ರಸ್ತೆ ಕಾಮಗಾರಿಗೆ ಭೂಮಿ ಪೂಜೆ ನೆರವೇರಿಸಿ ಮಾತನಾಡಿದರು. ಕ್ಷೇತ್ರದಲ್ಲಿ ಮೂಲ ಸೌಕರ್ಯ ಒದಗಿಸುವುದೇ ನನ್ನ ಮೊದಲ ಗುರಿಯಾಗಿದೆ. ಗ್ರಾಮೀಣ ಪ್ರದೇಶದ ಸಮಗ್ರ ಅಭಿವೃದ್ಧಿಗೆ ಸರ್ಕಾರ ಬದ್ಧವಾಗಿದೆ. ಕಾಂಗ್ರೆಸ್ ಸರ್ಕಾರ ಗ್ಯಾರಂಟಿ ಯೋಜನೆಗಳ ಜತೆಗೆ ಅಭಿವೃದ್ಧಿ ಕಾರ್ಯಗಳಿಗೂ ಸರ್ಕಾರ ಹಣ ನೀಡುತ್ತಿದೆ. ಸುರಪುರ ಮತಕ್ಷೇತ್ರದ ಮಹಾಜನತೆಗೆ xyxy=(254,144,398,309)
kruti-title: ಸತ್ಯಂಪೇಟೆಯವರ ಕೃತಿಗಳು xyxy=(607,881,921,909)
headline-line: ಹುದ್ದೆಗೆ ಭ್ರಷ್ಟ ಅಧಿಕಾರಿಯನ್ನು xyxy=(18,1030,157,1048)
byline: ಪ್ರಮಥವಾಣಿ.ಕಾಂ xyxy=(20,1074,69,1084)
photo-vehicle xyxy=(514,514,584,554)
vachana-art xyxy=(707,81,781,129)
story-column: ಅಧಿಕಾರದೊಂದಿಗೆ ಜನಸೇವೆ ಮಾಡುವ ಅವಕಾಶ ದೊರೆತಿದ್ದು ಅವರ ನಿರೀಕ್ಷೆ ತಕ್ಕಂತೆ ಕೆಲಸ ಮಾಡುತ್ತಿದ್ದೇನೆ ಎಂದು ಹೇಳಿದರು. ಈ ಸಂದರ್ಭದಲ್ಲಿ ತಾಲೂಕು ಒಕ್ಕಲು ಸಂಘದ ಅಧ್ಯಕ್ಷ ಮಹಾಂತೇಶ xyxy=(404,374,548,420)
ambulance-photo xyxy=(404,464,696,650)
rule xyxy=(18,338,246,340)
